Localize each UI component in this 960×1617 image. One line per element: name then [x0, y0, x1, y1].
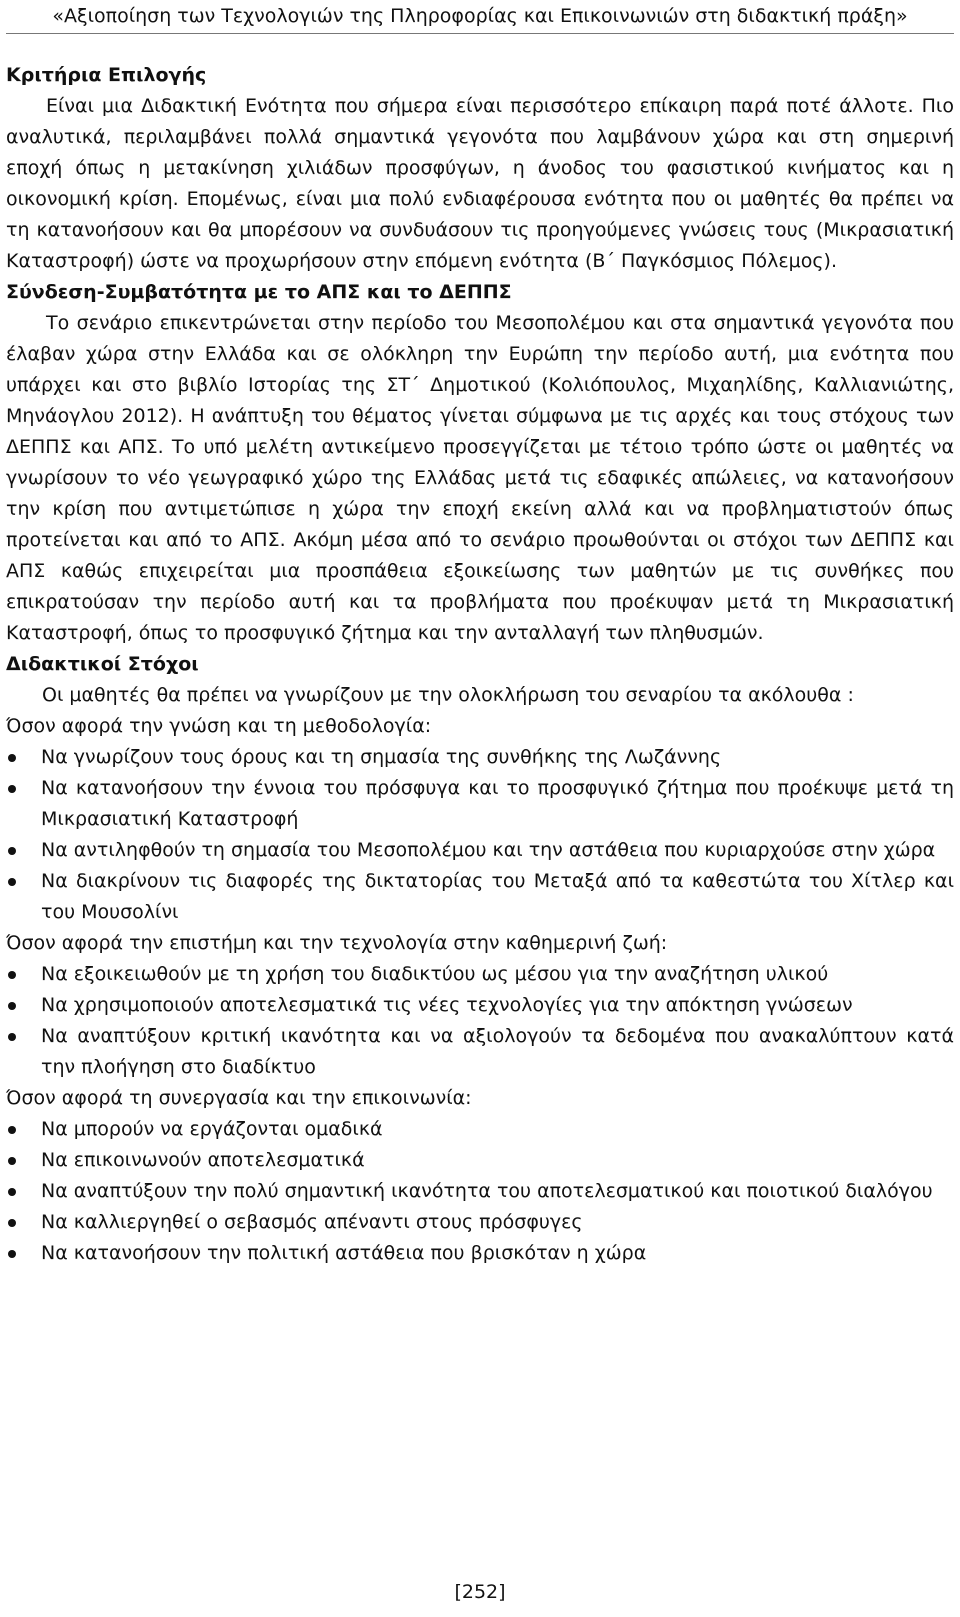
objectives-group-title: Όσον αφορά την επιστήμη και την τεχνολογία στην καθημερινή ζωή: [6, 932, 668, 954]
running-header: «Αξιοποίηση των Τεχνολογιών της Πληροφορίας και Επικοινωνιών στη διδακτική πράξη» [52, 5, 908, 27]
bullet-icon [8, 847, 16, 855]
page-content [6, 60, 954, 1269]
list-item: Να αντιληφθούν τη σημασία του Μεσοπολέμου και την αστάθεια που κυριαρχούσε στην χώρα [6, 835, 954, 866]
list-item: Να χρησιμοποιούν αποτελεσματικά τις νέες τεχνολογίες για την απόκτηση γνώσεων [6, 990, 954, 1021]
objectives-group-title: Όσον αφορά τη συνεργασία και την επικοινωνία: [6, 1087, 472, 1109]
list-item: Να καλλιεργηθεί ο σεβασμός απέναντι στους πρόσφυγες [6, 1207, 954, 1238]
bullet-icon [8, 878, 16, 886]
objectives-list-technology [6, 959, 954, 1083]
bullet-icon [8, 971, 16, 979]
bullet-icon [8, 1219, 16, 1227]
connection-heading: Σύνδεση-Συμβατότητα με το ΑΠΣ και το ΔΕΠΠΣ [6, 281, 512, 303]
list-item: Να αναπτύξουν την πολύ σημαντική ικανότητα του αποτελεσματικού και ποιοτικού διαλόγου [6, 1176, 954, 1207]
objectives-list-collaboration [6, 1114, 954, 1269]
list-item: Να γνωρίζουν τους όρους και τη σημασία της συνθήκης της Λωζάννης [6, 742, 954, 773]
page-number: [252] [454, 1581, 506, 1603]
bullet-icon [8, 1188, 16, 1196]
objectives-list-knowledge [6, 742, 954, 928]
criteria-paragraph: Είναι μια Διδακτική Ενότητα που σήμερα είναι περισσότερο επίκαιρη παρά ποτέ άλλοτε. Πιο αναλυτικά, περιλαμβάνει πολλά σημαντικά γεγονότα που λαμβάνουν χώρα και στη σημερινή εποχή όπως η μετακίνηση χιλιάδων προσφύγων, η άνοδος του φασιστικού κινήματος και η οικονομική κρίση. Επομένως, είναι μια πολύ ενδιαφέρουσα ενότητα που οι μαθητές θα πρέπει να τη κατανοήσουν και θα μπορέσουν να συνδυάσουν τις προηγούμενες γνώσεις τους (Μικρασιατική Καταστροφή) ώστε να προχωρήσουν στην επόμενη ενότητα (Β΄ Παγκόσμιος Πόλεμος). [6, 95, 954, 272]
criteria-heading: Κριτήρια Επιλογής [6, 64, 207, 86]
bullet-icon [8, 1126, 16, 1134]
list-item: Να κατανοήσουν την έννοια του πρόσφυγα και το προσφυγικό ζήτημα που προέκυψε μετά τη Μικρασιατική Καταστροφή [6, 773, 954, 835]
list-item: Να κατανοήσουν την πολιτική αστάθεια που βρισκόταν η χώρα [6, 1238, 954, 1269]
objectives-heading: Διδακτικοί Στόχοι [6, 653, 199, 675]
objectives-group-title: Όσον αφορά την γνώση και τη μεθοδολογία: [6, 715, 432, 737]
objectives-intro: Οι μαθητές θα πρέπει να γνωρίζουν με την ολοκλήρωση του σεναρίου τα ακόλουθα : [42, 684, 854, 706]
connection-paragraph: Το σενάριο επικεντρώνεται στην περίοδο του Μεσοπολέμου και στα σημαντικά γεγονότα που έλαβαν χώρα στην Ελλάδα και σε ολόκληρη την Ευρώπη την περίοδο αυτή, μια ενότητα που υπάρχει και στο βιβλίο Ιστορίας της ΣΤ΄ Δημοτικού (Κολιόπουλος, Μιχαηλίδης, Καλλιανιώτης, Μηνάογλου 2012). Η ανάπτυξη του θέματος γίνεται σύμφωνα με τις αρχές και τους στόχους των ΔΕΠΠΣ και ΑΠΣ. Το υπό μελέτη αντικείμενο προσεγγίζεται με τέτοιο τρόπο ώστε οι μαθητές να γνωρίσουν το νέο γεωγραφικό χώρο της Ελλάδας μετά τις εδαφικές απώλειες, να κατανοήσουν την κρίση που αντιμετώπισε η χώρα την εποχή εκείνη αλλά και να προβληματιστούν όπως προτείνεται και από το ΑΠΣ. Ακόμη μέσα από το σενάριο προωθούνται οι στόχοι των ΔΕΠΠΣ και ΑΠΣ καθώς επιχειρείται μια προσπάθεια εξοικείωσης των μαθητών με τις συνθήκες που επικρατούσαν την περίοδο αυτή και τα προβλήματα που προέκυψαν μετά τη Μικρασιατική Καταστροφή, όπως το προσφυγικό ζήτημα και την ανταλλαγή των πληθυσμών. [6, 312, 954, 644]
bullet-icon [8, 1033, 16, 1041]
bullet-icon [8, 785, 16, 793]
list-item: Να επικοινωνούν αποτελεσματικά [6, 1145, 954, 1176]
list-item: Να αναπτύξουν κριτική ικανότητα και να αξιολογούν τα δεδομένα που ανακαλύπτουν κατά την πλοήγηση στο διαδίκτυο [6, 1021, 954, 1083]
bullet-icon [8, 1002, 16, 1010]
bullet-icon [8, 754, 16, 762]
list-item: Να εξοικειωθούν με τη χρήση του διαδικτύου ως μέσου για την αναζήτηση υλικού [6, 959, 954, 990]
list-item: Να μπορούν να εργάζονται ομαδικά [6, 1114, 954, 1145]
bullet-icon [8, 1250, 16, 1258]
list-item: Να διακρίνουν τις διαφορές της δικτατορίας του Μεταξά από τα καθεστώτα του Χίτλερ και του Μουσολίνι [6, 866, 954, 928]
bullet-icon [8, 1157, 16, 1165]
header-rule [6, 33, 954, 34]
